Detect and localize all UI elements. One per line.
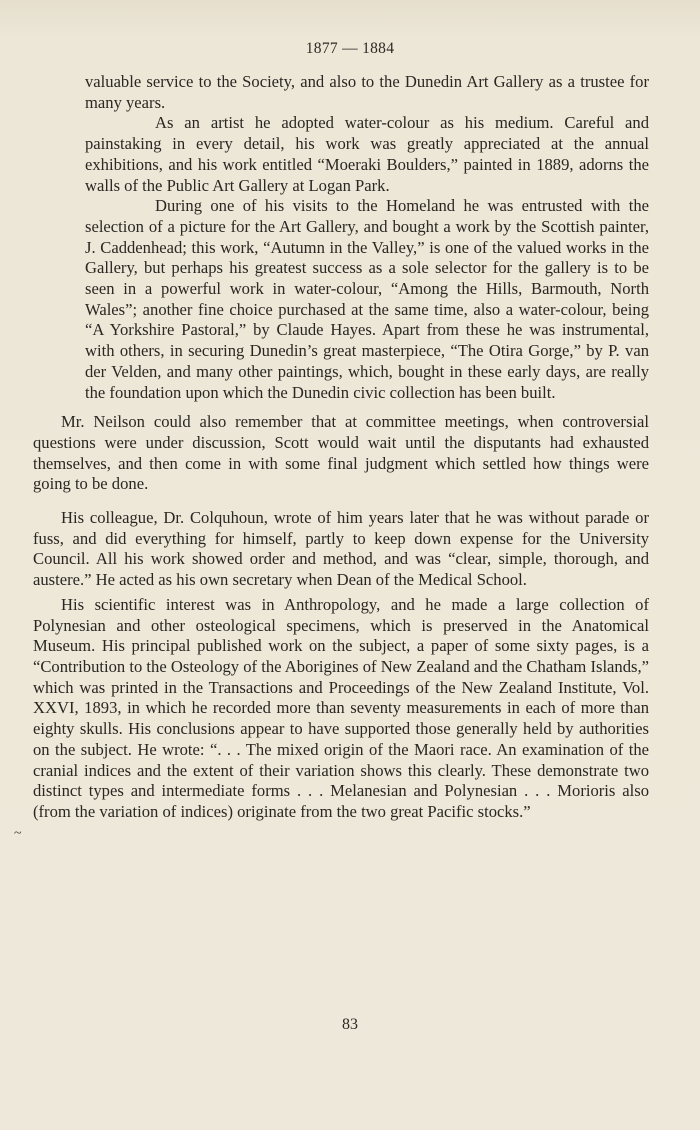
quote-paragraph-3: During one of his visits to the Homeland he was entrusted with the selection of a picture for the Art Gallery, and bought a work by the Scottish painter, J. Caddenhead; this work, “Autumn in the Valley,” is one of the valued works in the Gallery, but perhaps his greatest success as a sole selector for the gallery is to be seen in a powerful work in water-colour, “Among the Hills, Barmouth, North Wales”; another fine choice purchased at the same time, also a water-colour, being “A Yorkshire Pastoral,” by Claude Hayes. Apart from these he was instrumental, with others, in securing Dunedin’s great masterpiece, “The Otira Gorge,” by P. van der Velden, and many other paintings, which, bought in these early days, are really the foundation upon which the Dunedin civic collection has been built. bbox=[85, 196, 649, 402]
paragraph-anthropology: His scientific interest was in Anthropology, and he made a large collection of Polynesian and other osteological specimens, which is preserved in the Anatomical Museum. His principal published work on the subject, a paper of some sixty pages, is a “Contribution to the Osteology of the Aborigines of New Zealand and the Chatham Islands,” which was printed in the Transactions and Proceedings of the New Zealand Institute, Vol. XXVI, 1893, in which he recorded more than seventy measurements in each of more than eighty skulls. His conclusions appear to have supported those generally held by authorities on the subject. He wrote: “. . . The mixed origin of the Maori race. An examination of the cranial indices and the extent of their variation shows this clearly. These demonstrate two distinct types and intermediate forms . . . Melanesian and Polynesian . . . Morioris also (from the variation of indices) originate from the two great Pacific stocks.” bbox=[33, 594, 649, 821]
quote-paragraph-2: As an artist he adopted water-colour as his medium. Careful and painstaking in every detail, his work was greatly appreciated at the annual exhibitions, and his work entitled “Moeraki Boulders,” painted in 1889, adorns the walls of the Public Art Gallery at Logan Park. bbox=[85, 113, 649, 195]
quote-paragraph-1: valuable service to the Society, and also to the Dunedin Art Gallery as a trustee for many years. bbox=[85, 72, 649, 112]
page-number: 83 bbox=[342, 1016, 358, 1033]
margin-mark: ~ bbox=[14, 826, 22, 841]
page-body bbox=[33, 72, 649, 823]
paragraph-colquhoun: His colleague, Dr. Colquhoun, wrote of him years later that he was without parade or fuss, and did everything for himself, partly to keep down expense for the University Council. All his work showed order and method, and was “clear, simple, thorough, and austere.” He acted as his own secretary when Dean of the Medical School. bbox=[33, 508, 649, 590]
indented-quote-block bbox=[33, 72, 649, 403]
running-header: 1877 — 1884 bbox=[305, 40, 395, 57]
paragraph-neilson: Mr. Neilson could also remember that at committee meetings, when controversial questions were under discussion, Scott would wait until the disputants had exhausted themselves, and then come in with some final judgment which settled how things were going to be done. bbox=[33, 412, 649, 494]
